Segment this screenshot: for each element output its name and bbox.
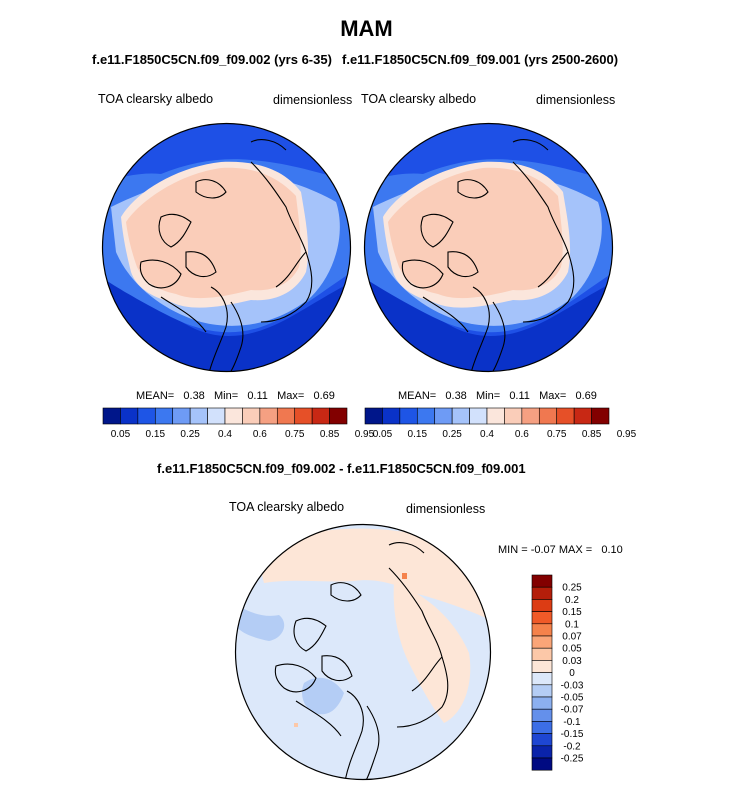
panel2-colorbar-tick: 0.4 — [480, 429, 494, 440]
panel2-min-label: Min= — [475, 390, 501, 402]
panel2-title: f.e11.F1850C5CN.f09_f09.001 (yrs 2500-2600) — [342, 52, 619, 67]
panel1-colorbar-box — [190, 408, 207, 424]
panel1-colorbar-tick: 0.95 — [354, 429, 375, 440]
panel2-map — [363, 122, 614, 373]
panel1-colorbar-tick: 0.15 — [145, 429, 166, 440]
panel2-mean-value: 0.38 — [445, 390, 467, 402]
panel1-colorbar-box — [312, 408, 329, 424]
panel2-colorbar-box — [522, 408, 539, 424]
panel1-variable-label: TOA clearsky albedo — [98, 92, 214, 106]
diff-colorbar-tick: 0.03 — [562, 655, 582, 667]
panel2-colorbar-tick: 0.25 — [442, 429, 462, 440]
panel2-colorbar-box — [539, 408, 556, 424]
panel1-colorbar-box — [173, 408, 190, 424]
panel2-stats — [398, 390, 597, 402]
diff-map — [234, 523, 492, 781]
panel1-colorbar-box — [260, 408, 277, 424]
panel1-title: f.e11.F1850C5CN.f09_f09.002 (yrs 6-35) — [92, 52, 332, 67]
panel1-colorbar-tick: 0.85 — [319, 429, 340, 440]
panel1-map — [101, 122, 352, 373]
panel1-colorbar-tick: 0.4 — [218, 429, 232, 440]
panel2-colorbar-box — [417, 408, 434, 424]
diff-max-value: 0.10 — [601, 544, 623, 556]
panel1-colorbar-tick: 0.6 — [252, 429, 267, 440]
panel1-colorbar-box — [120, 408, 137, 424]
panel1-colorbar-box — [103, 408, 120, 424]
diff-colorbar-tick: 0.25 — [562, 582, 582, 594]
diff-colorbar-tick: 0.2 — [565, 594, 579, 606]
diff-colorbar-tick: 0.07 — [562, 631, 582, 643]
panel2-colorbar-box — [487, 408, 504, 424]
panel1-colorbar-tick: 0.25 — [180, 429, 200, 440]
diff-colorbar-tick: -0.03 — [560, 680, 584, 692]
diff-colorbar-box — [532, 612, 552, 624]
panel2-colorbar-tick: 0.75 — [546, 429, 567, 440]
panel1-colorbar-box — [138, 408, 155, 424]
diff-colorbar-box — [532, 648, 552, 660]
panel2-colorbar-box — [382, 408, 399, 424]
panel1-stats — [136, 390, 335, 402]
panel1-max-label: Max= — [277, 390, 305, 402]
diff-colorbar-tick: 0 — [569, 668, 575, 680]
panel1-min-label: Min= — [213, 390, 239, 402]
diff-panel-title: f.e11.F1850C5CN.f09_f09.002 - f.e11.F1850C5CN.f09_f09.001 — [157, 461, 526, 476]
diff-colorbar-box — [532, 709, 552, 721]
panel1-mean-value: 0.38 — [183, 390, 205, 402]
panel2-colorbar-box — [435, 408, 452, 424]
panel1-min-value: 0.11 — [247, 390, 268, 402]
diff-colorbar-box — [532, 758, 552, 770]
diff-colorbar-tick: -0.25 — [560, 753, 584, 765]
diff-colorbar-tick: 0.1 — [565, 619, 579, 631]
panel2-min-value: 0.11 — [509, 390, 530, 402]
diff-max-label: MAX = — [558, 544, 593, 556]
diff-colorbar — [531, 574, 601, 784]
panel2-colorbar-box — [452, 408, 469, 424]
panel1-colorbar-box — [208, 408, 225, 424]
panel2-colorbar — [364, 407, 637, 447]
diff-colorbar-tick: -0.2 — [563, 741, 581, 753]
diff-colorbar-tick: 0.15 — [562, 607, 582, 619]
panel1-colorbar-box — [330, 408, 347, 424]
panel2-colorbar-tick: 0.15 — [407, 429, 428, 440]
diff-min-value: -0.07 — [530, 544, 556, 556]
diff-colorbar-tick: -0.1 — [563, 716, 581, 728]
panel2-colorbar-box — [592, 408, 609, 424]
diff-colorbar-box — [532, 721, 552, 733]
panel1-colorbar-tick: 0.05 — [110, 429, 131, 440]
panel1-colorbar-box — [295, 408, 312, 424]
panel2-variable-label: TOA clearsky albedo — [361, 92, 477, 106]
diff-colorbar-tick: -0.07 — [560, 704, 584, 716]
diff-colorbar-tick: -0.15 — [560, 729, 584, 741]
panel2-max-label: Max= — [539, 390, 567, 402]
diff-colorbar-box — [532, 599, 552, 611]
diff-colorbar-box — [532, 624, 552, 636]
panel1-colorbar-box — [242, 408, 259, 424]
panel2-colorbar-box — [557, 408, 574, 424]
diff-colorbar-box — [532, 660, 552, 672]
panel1-units-label: dimensionless — [273, 93, 353, 107]
panel1-mean-label: MEAN= — [136, 390, 175, 402]
panel2-colorbar-box — [504, 408, 521, 424]
figure-title: MAM — [340, 16, 393, 41]
diff-colorbar-box — [532, 575, 552, 587]
diff-colorbar-box — [532, 636, 552, 648]
panel2-mean-label: MEAN= — [398, 390, 437, 402]
panel2-units-label: dimensionless — [536, 93, 616, 107]
panel2-max-value: 0.69 — [575, 390, 597, 402]
panel1-colorbar-box — [225, 408, 242, 424]
panel1-colorbar-tick: 0.75 — [284, 429, 305, 440]
panel2-colorbar-box — [470, 408, 487, 424]
panel1-colorbar-box — [155, 408, 172, 424]
panel2-colorbar-tick: 0.6 — [514, 429, 529, 440]
diff-colorbar-tick: 0.05 — [562, 643, 582, 655]
panel2-colorbar-tick: 0.05 — [372, 429, 393, 440]
panel2-colorbar-tick: 0.85 — [581, 429, 602, 440]
panel2-colorbar-box — [400, 408, 417, 424]
diff-colorbar-box — [532, 587, 552, 599]
diff-colorbar-box — [532, 673, 552, 685]
diff-stats — [498, 544, 623, 556]
diff-colorbar-tick: -0.05 — [560, 692, 584, 704]
panel2-colorbar-tick: 0.95 — [616, 429, 637, 440]
diff-colorbar-box — [532, 734, 552, 746]
diff-colorbar-box — [532, 746, 552, 758]
panel2-colorbar-box — [365, 408, 382, 424]
panel1-colorbar-box — [277, 408, 294, 424]
panel1-max-value: 0.69 — [313, 390, 335, 402]
panel2-colorbar-box — [574, 408, 591, 424]
diff-min-label: MIN = — [498, 544, 528, 556]
diff-variable-label: TOA clearsky albedo — [229, 500, 345, 514]
diff-units-label: dimensionless — [406, 502, 486, 516]
panel1-colorbar — [102, 407, 375, 447]
diff-colorbar-box — [532, 685, 552, 697]
diff-colorbar-box — [532, 697, 552, 709]
